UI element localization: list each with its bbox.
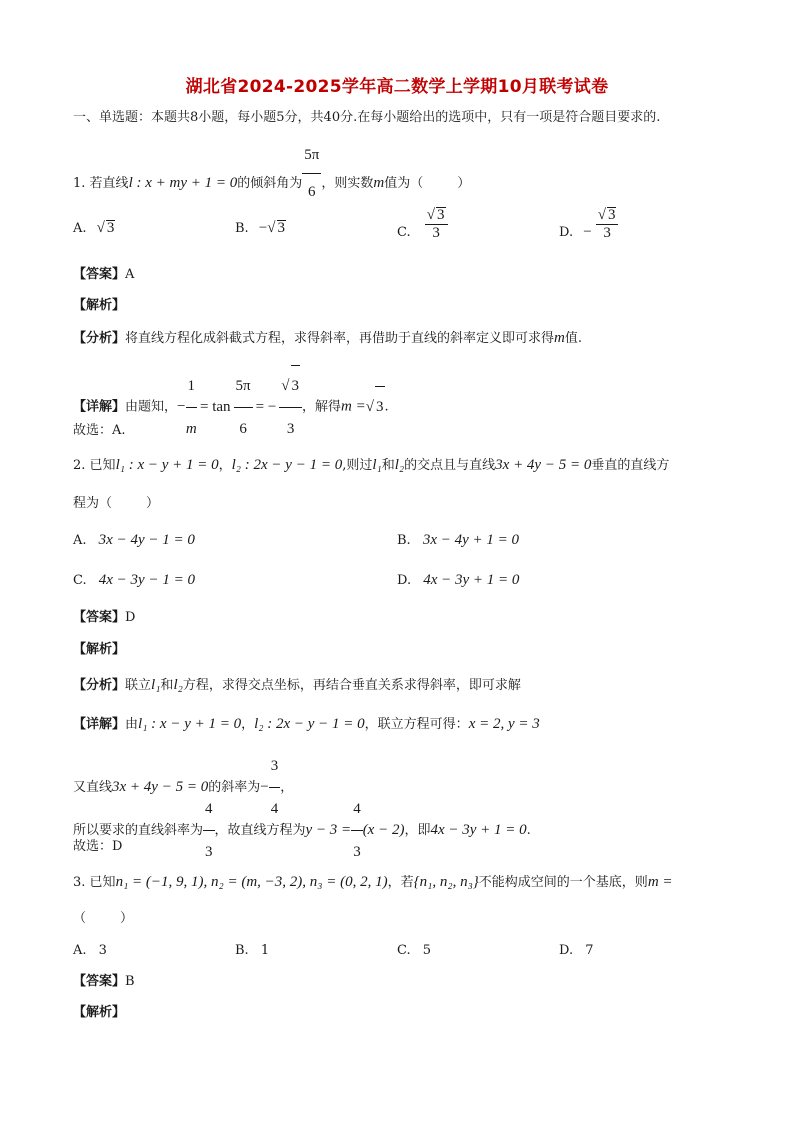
frac-num: 5π xyxy=(234,366,253,408)
q2-option-d xyxy=(397,573,519,588)
q2-xj3-mid2: ，即 xyxy=(404,823,431,838)
q2-stem-line2 xyxy=(73,497,159,510)
q2-xiangjie-1 xyxy=(73,717,540,732)
option-label: B. xyxy=(235,943,249,958)
q2-number: 2. xyxy=(73,458,86,473)
frac-num: 3 xyxy=(269,746,281,788)
frac-den: 6 xyxy=(239,420,247,437)
q1-angle-numerator: 5π xyxy=(302,138,321,174)
q2-stem-line1 xyxy=(73,458,669,473)
q2-xj3-fraction2 xyxy=(351,789,363,872)
option-b-radicand: 3 xyxy=(277,220,286,236)
q2-text-4: 垂直的直线方 xyxy=(591,458,670,473)
q1-text-4: 值为（ xyxy=(384,176,424,191)
q2-xj1-l2: l₂ : 2x − y − 1 = 0 xyxy=(254,716,365,732)
q2-xj1-l1: l₁ : x − y + 1 = 0 xyxy=(138,716,242,732)
q2-xj2-pre: 又直线 xyxy=(73,780,113,795)
option-d-radicand: 3 xyxy=(607,207,616,223)
q2-fenxi-l2: l₂ xyxy=(173,677,183,693)
q2-analysis-label: 【解析】 xyxy=(73,642,126,657)
option-label: A. xyxy=(73,533,87,548)
q2-text-1: 已知 xyxy=(89,458,116,473)
q1-fenxi-text: 将直线方程化成斜截式方程，求得斜率，再借助于直线的斜率定义即可求得 xyxy=(125,331,555,346)
q1-text-1: 若直线 xyxy=(89,176,129,191)
q2-xj3-eq2: (x − 2) xyxy=(362,822,405,838)
q1-text-3: ，则实数 xyxy=(321,176,374,191)
q3-option-c xyxy=(397,944,431,957)
q1-xiangjie: 【详解】由题知，− $\frac{1}{m}$ = tan $\frac{5\pi}{6}$ = − $\frac{√ 3}{3}$ ，解得m =√ 3. xyxy=(73,365,389,449)
frac-num: 4 xyxy=(203,789,215,831)
q1-line-equation: l : x + my + 1 = 0 xyxy=(128,175,238,191)
choose-label: 故选： xyxy=(73,423,113,438)
option-label: B. xyxy=(397,533,411,548)
q1-option-a: A. √ 3 xyxy=(73,220,115,236)
q3-vectors: n₁ = (−1, 9, 1), n₂ = (m, −3, 2), n₃ = (0, 2, 1) xyxy=(115,874,388,890)
q1-option-b: B. −√ 3 xyxy=(235,220,286,236)
q2-xiangjie-3 xyxy=(73,789,531,872)
option-c-text: 5 xyxy=(422,943,432,958)
option-a-radicand: 3 xyxy=(106,220,115,236)
q1-choose xyxy=(73,424,126,437)
q2-l2-symbol: l₂ xyxy=(394,457,405,473)
choose-value: A. xyxy=(112,423,126,438)
q2-fenxi-l1: l₁ xyxy=(151,677,161,693)
q2-xj3-pre: 所以要求的直线斜率为 xyxy=(73,823,204,838)
q1-xj-frac2 xyxy=(234,366,253,449)
q2-l1-symbol: l₁ xyxy=(372,457,382,473)
option-c-radicand: 3 xyxy=(437,207,445,223)
q2-text-2: ,则过 xyxy=(342,458,373,473)
option-label: A. xyxy=(73,221,87,236)
q3-stem-line1 xyxy=(73,875,673,890)
q2-xj3-mid: ，故直线方程为 xyxy=(214,823,306,838)
q2-xj2-neg: − xyxy=(260,779,269,795)
q2-line-equation: 3x + 4y − 5 = 0 xyxy=(495,457,592,473)
option-d-text: 7 xyxy=(585,943,594,958)
option-b-text: 3x − 4y + 1 = 0 xyxy=(422,532,520,548)
q1-xj-m: m = xyxy=(341,398,366,415)
q2-xj2-end: ， xyxy=(280,780,294,795)
frac-num-radicand: 3 xyxy=(291,365,301,406)
option-d-text: 4x − 3y + 1 = 0 xyxy=(423,572,520,588)
q2-option-b xyxy=(397,533,519,548)
q2-fenxi-2: 方程，求得交点坐标，再结合垂直关系求得斜率，即可求解 xyxy=(182,678,521,693)
answer-value: B xyxy=(125,974,135,989)
option-b-sign: − xyxy=(258,220,268,236)
q1-analysis-label: 【解析】 xyxy=(73,298,126,313)
q3-text-1: 已知 xyxy=(89,875,116,890)
q1-xj-tan: = tan xyxy=(200,398,231,415)
option-label: A. xyxy=(73,943,87,958)
fenxi-label: 【分析】 xyxy=(73,678,126,693)
q1-xj-pre: 由题知， xyxy=(125,399,178,415)
frac-den: 4 xyxy=(270,801,279,817)
q2-fenxi xyxy=(73,678,521,693)
q1-text-2: 的倾斜角为 xyxy=(237,176,303,191)
answer-value: D xyxy=(125,610,136,625)
answer-label: 【答案】 xyxy=(73,610,126,625)
q1-text-5: ） xyxy=(457,176,471,191)
q1-xj-end: . xyxy=(384,399,389,415)
option-label: D. xyxy=(559,224,574,240)
option-label: C. xyxy=(73,573,87,588)
option-d-denominator: 3 xyxy=(603,225,611,241)
q2-xj1-sep: ， xyxy=(241,717,255,732)
frac-den: 3 xyxy=(286,421,295,437)
q2-xj3-fraction xyxy=(203,789,215,872)
q2-text-6: ） xyxy=(146,496,160,511)
fenxi-label: 【分析】 xyxy=(73,331,126,346)
frac-den: m xyxy=(185,420,197,437)
q1-fenxi-end: 值. xyxy=(564,331,583,346)
q3-m: m = xyxy=(647,874,673,890)
q2-option-c xyxy=(73,573,195,588)
option-c-denominator: 3 xyxy=(432,225,440,241)
q1-fenxi-var: m xyxy=(554,330,565,346)
q3-text-3: 不能构成空间的一个基底，则 xyxy=(478,875,648,890)
choose-value: D xyxy=(112,839,123,854)
q1-option-c: C. $\frac{√ 3}{3}$ xyxy=(397,207,448,241)
q1-angle-fraction xyxy=(302,138,321,209)
q3-answer xyxy=(73,975,135,988)
q3-text-2: ，若 xyxy=(387,875,414,890)
q2-xj1-pre: 由 xyxy=(125,717,139,732)
q2-xj2-mid: 的斜率为 xyxy=(208,780,261,795)
q2-xj2-line: 3x + 4y − 5 = 0 xyxy=(112,779,209,795)
q1-xj-result: 3 xyxy=(375,386,385,427)
q2-text-3: 的交点且与直线 xyxy=(404,458,496,473)
frac-den: 3 xyxy=(205,844,213,860)
q1-number: 1. xyxy=(73,176,86,191)
q1-xj-eq: = − xyxy=(255,398,277,415)
option-label: B. xyxy=(235,221,249,236)
q2-xj3-end: . xyxy=(526,823,531,838)
q1-xj-frac1 xyxy=(186,366,198,449)
answer-value: A xyxy=(125,267,135,282)
q3-stem-line2 xyxy=(73,912,133,925)
q3-option-d xyxy=(559,944,594,957)
q1-option-d: D. − $\frac{√ 3}{3}$ xyxy=(559,207,618,241)
option-label: D. xyxy=(397,573,412,588)
q2-fenxi-and: 和 xyxy=(160,678,174,693)
q2-xj1-mid: ，联立方程可得： xyxy=(364,717,469,732)
frac-num: 4 xyxy=(351,789,363,831)
option-c-text: 4x − 3y − 1 = 0 xyxy=(98,572,195,588)
answer-label: 【答案】 xyxy=(73,267,126,282)
q2-option-a xyxy=(73,533,195,548)
q3-vector-set: {n₁, n₂, n₃} xyxy=(413,874,479,890)
q1-variable: m xyxy=(373,175,385,191)
answer-label: 【答案】 xyxy=(73,974,126,989)
q3-analysis-label: 【解析】 xyxy=(73,1005,126,1020)
q3-option-b xyxy=(235,944,269,957)
q2-l1-equation: l₁ : x − y + 1 = 0 xyxy=(115,457,219,473)
q1-answer xyxy=(73,268,134,281)
xiangjie-label: 【详解】 xyxy=(73,717,126,732)
option-d-sign: − xyxy=(583,223,592,240)
choose-label: 故选： xyxy=(73,839,113,854)
q3-text-5: ） xyxy=(120,911,134,926)
q2-sep: ， xyxy=(218,458,232,473)
q2-xj3-eq1: y − 3 = xyxy=(305,822,352,838)
q3-number: 3. xyxy=(73,875,86,890)
q1-fenxi xyxy=(73,331,582,346)
q1-angle-denominator: 6 xyxy=(308,184,316,200)
q1-xj-neg: − xyxy=(177,398,186,415)
q3-text-4: （ xyxy=(73,911,87,926)
section-heading: 一、单选题：本题共8小题，每小题5分，共40分.在每小题给出的选项中，只有一项是符合题目要求的. xyxy=(73,110,661,125)
frac-num: 1 xyxy=(186,366,198,408)
q2-fenxi-1: 联立 xyxy=(125,678,152,693)
q1-xj-mid: ，解得 xyxy=(302,399,342,415)
q2-xj3-result: 4x − 3y + 1 = 0 xyxy=(430,822,527,838)
option-label: D. xyxy=(559,943,574,958)
frac-den: 3 xyxy=(353,844,361,860)
option-label: C. xyxy=(397,224,411,240)
q1-xj-frac3: $\frac{√ 3}{3}$ xyxy=(279,365,302,449)
q2-choose xyxy=(73,840,122,853)
q3-option-a xyxy=(73,944,107,957)
option-label: C. xyxy=(397,943,411,958)
option-b-text: 1 xyxy=(260,943,270,958)
q2-answer xyxy=(73,611,135,624)
xiangjie-label: 【详解】 xyxy=(73,399,126,415)
option-a-text: 3x − 4y − 1 = 0 xyxy=(98,532,195,548)
q2-l2-equation: l₂ : 2x − y − 1 = 0 xyxy=(231,457,343,473)
q2-and: 和 xyxy=(381,458,395,473)
option-a-text: 3 xyxy=(98,943,107,958)
q2-text-5: 程为（ xyxy=(73,496,113,511)
q2-xj1-result: x = 2, y = 3 xyxy=(468,716,540,732)
document-title: 湖北省2024-2025学年高二数学上学期10月联考试卷 xyxy=(185,77,609,97)
